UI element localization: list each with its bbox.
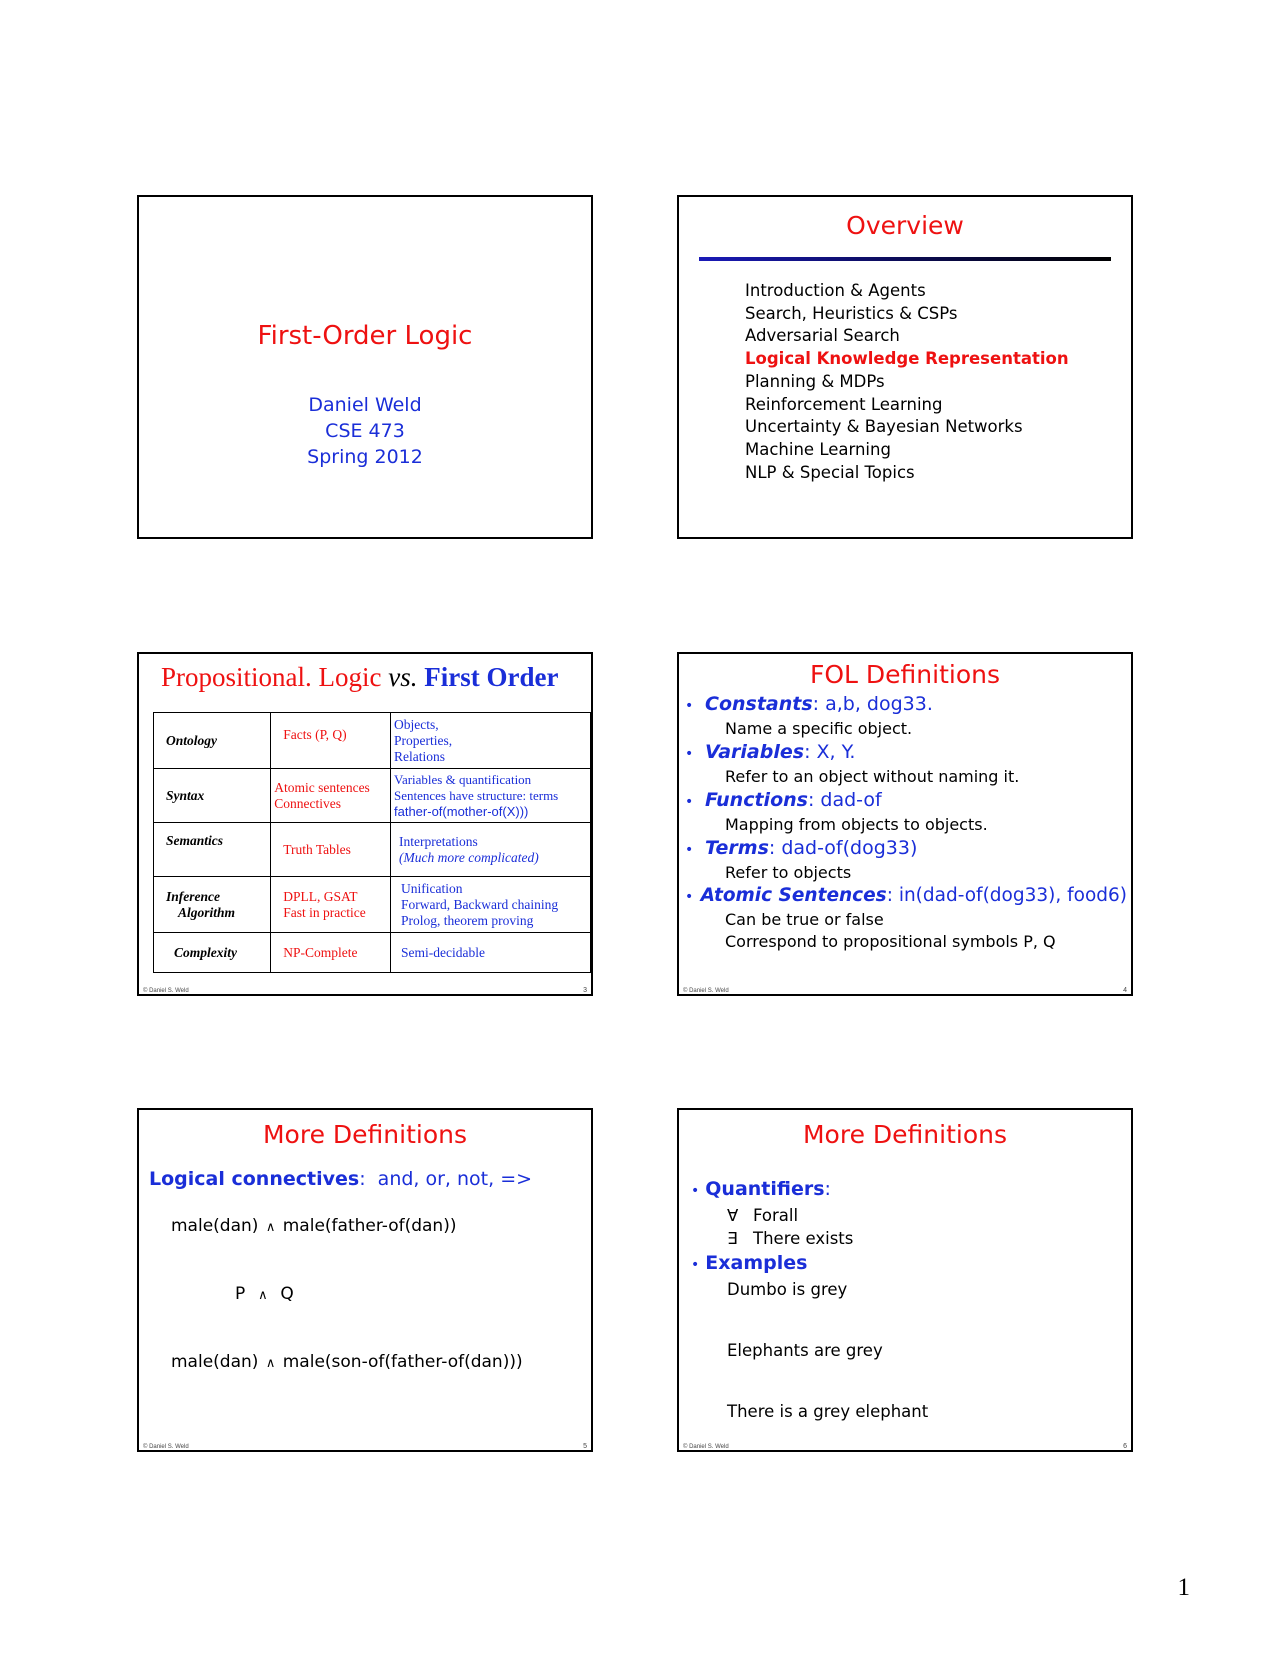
bullet-icon: •: [685, 794, 694, 810]
bullet-icon: •: [691, 1183, 700, 1199]
fol-cell: Objects, Properties, Relations: [391, 713, 591, 769]
definition-item: • Functions : dad-of: [685, 788, 1127, 814]
fol-cell: Semi-decidable: [391, 933, 591, 973]
quantifiers-heading: • Quantifiers:: [691, 1178, 831, 1200]
definition-note: Refer to objects: [725, 863, 852, 882]
bullet-icon: •: [685, 698, 694, 714]
slide-title-heading: First-Order Logic: [257, 321, 473, 351]
comparison-heading: [161, 662, 558, 693]
exists-icon: ∃: [727, 1229, 738, 1248]
example-formula: male(dan) ∧ male(son-of(father-of(dan))): [171, 1352, 523, 1372]
overview-item: Reinforcement Learning: [745, 394, 943, 414]
more-definitions-heading: More Definitions: [262, 1120, 467, 1149]
row-label: Inference Algorithm: [154, 877, 271, 933]
example-sentence: Elephants are grey: [727, 1341, 883, 1360]
definitions-heading: FOL Definitions: [809, 660, 1000, 689]
course-term: Spring 2012: [307, 446, 423, 468]
bullet-icon: •: [685, 746, 694, 762]
table-row: [154, 877, 591, 933]
prop-cell: Truth Tables: [271, 823, 391, 877]
row-label: Complexity: [154, 933, 271, 973]
definition-note: Name a specific object.: [725, 719, 913, 738]
slide-fol-definitions: [677, 652, 1133, 996]
example-sentence: Dumbo is grey: [727, 1280, 848, 1299]
overview-item: Introduction & Agents: [745, 281, 926, 300]
overview-item: Planning & MDPs: [745, 371, 885, 391]
heading-vs: vs.: [388, 662, 418, 692]
slide-number: 3: [583, 987, 587, 994]
prop-cell: Atomic sentences Connectives: [271, 769, 391, 823]
connectives-line: Logical connectives: and, or, not, =>: [149, 1168, 533, 1190]
slide-title: [137, 195, 593, 539]
overview-item: Uncertainty & Bayesian Networks: [745, 417, 1023, 437]
overview-item: NLP & Special Topics: [745, 462, 915, 482]
copyright-footer: © Daniel S. Weld: [683, 1444, 729, 1450]
course-code: CSE 473: [325, 420, 405, 442]
overview-item-current: Logical Knowledge Representation: [745, 349, 1069, 369]
overview-item: Adversarial Search: [745, 326, 900, 346]
example-formula: P ∧ Q: [235, 1284, 294, 1304]
definition-note: Refer to an object without naming it.: [725, 767, 1020, 786]
slide-number: 5: [583, 1443, 587, 1450]
definition-note: Can be true or false: [725, 910, 884, 929]
author-block: [139, 392, 591, 470]
forall-icon: ∀: [727, 1206, 739, 1225]
overview-item: Machine Learning: [745, 439, 891, 459]
table-row: [154, 823, 591, 877]
heading-prop: Propositional. Logic: [161, 662, 382, 692]
title-divider: [699, 257, 1111, 261]
heading-fol: First Order: [424, 662, 559, 692]
page-number: 1: [1177, 1574, 1190, 1601]
definition-item: • Terms : dad-of(dog33): [685, 836, 1127, 862]
row-label: Ontology: [154, 713, 271, 769]
example-sentence: There is a grey elephant: [727, 1402, 929, 1421]
prop-cell: NP-Complete: [271, 933, 391, 973]
prop-cell: DPLL, GSAT Fast in practice: [271, 877, 391, 933]
fol-cell: Variables & quantification Sentences have structure: terms father-of(mother-of(X))): [391, 769, 591, 823]
fol-cell: Unification Forward, Backward chaining Prolog, theorem proving: [391, 877, 591, 933]
definition-item: • Variables : X, Y.: [685, 740, 1127, 766]
slide-prop-vs-fol: [137, 652, 593, 996]
copyright-footer: © Daniel S. Weld: [683, 988, 729, 994]
overview-heading: Overview: [846, 211, 964, 240]
bullet-icon: •: [685, 889, 694, 905]
slide-number: 6: [1123, 1443, 1127, 1450]
exists-line: ∃ There exists: [727, 1229, 854, 1248]
forall-line: ∀ Forall: [727, 1206, 799, 1225]
quantifier-list: [691, 1176, 928, 1423]
definitions-list: [685, 692, 1127, 953]
definition-item: • Constants : a,b, dog33.: [685, 692, 1127, 718]
copyright-footer: © Daniel S. Weld: [143, 988, 189, 994]
fol-cell: Interpretations (Much more complicated): [391, 823, 591, 877]
row-label: Semantics: [154, 823, 271, 877]
bullet-icon: •: [685, 842, 694, 858]
author-name: Daniel Weld: [308, 394, 422, 416]
slide-overview: [677, 195, 1133, 539]
definition-item: • Atomic Sentences : in(dad-of(dog33), food6): [685, 884, 1127, 909]
row-label: Syntax: [154, 769, 271, 823]
bullet-icon: •: [691, 1257, 700, 1273]
slide-more-definitions-connectives: [137, 1108, 593, 1452]
definition-note: Correspond to propositional symbols P, Q: [725, 932, 1056, 951]
table-row: [154, 933, 591, 973]
comparison-table: [153, 712, 591, 973]
definition-note: Mapping from objects to objects.: [725, 815, 988, 834]
copyright-footer: © Daniel S. Weld: [143, 1444, 189, 1450]
examples-heading: • Examples: [691, 1252, 808, 1274]
overview-list: [745, 280, 1069, 484]
slide-more-definitions-quantifiers: [677, 1108, 1133, 1452]
slide-number: 4: [1123, 987, 1127, 994]
more-definitions-heading: More Definitions: [802, 1120, 1007, 1149]
prop-cell: Facts (P, Q): [271, 713, 391, 769]
overview-item: Search, Heuristics & CSPs: [745, 303, 958, 323]
example-formula: male(dan) ∧ male(father-of(dan)): [171, 1216, 457, 1236]
table-row: [154, 713, 591, 769]
table-row: [154, 769, 591, 823]
